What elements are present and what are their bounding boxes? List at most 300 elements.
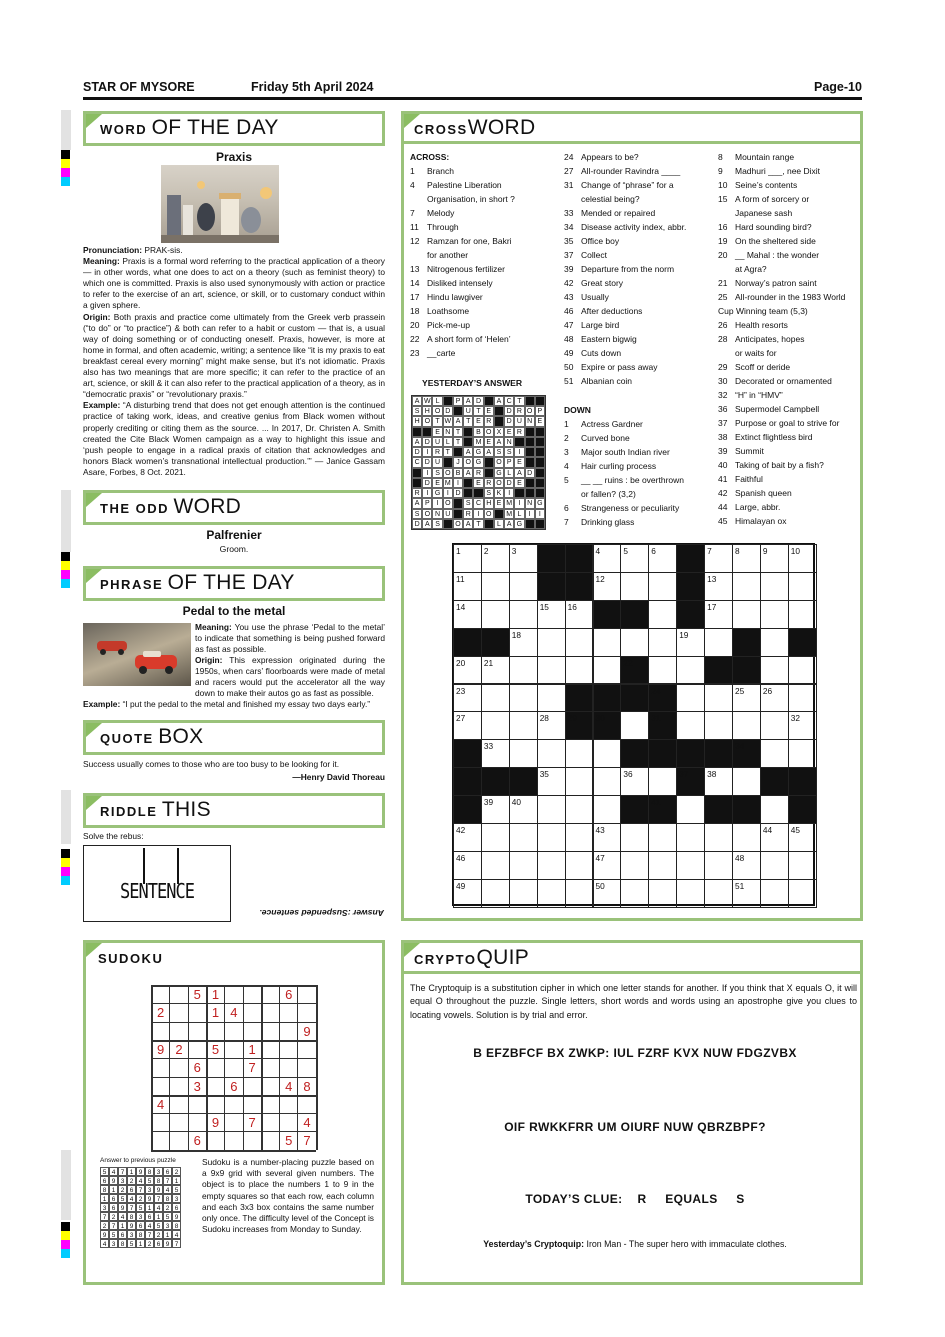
clue-number: 18 — [511, 629, 522, 640]
mini-cell: T — [473, 406, 483, 416]
mini-cell: E — [484, 437, 494, 447]
crossword-cell[interactable] — [788, 684, 817, 713]
mini-black-square — [484, 519, 494, 529]
sudoku-answer-cell: 6 — [136, 1221, 145, 1230]
crossword-cell[interactable] — [704, 823, 733, 852]
sudoku-cell[interactable] — [262, 1096, 279, 1113]
crossword-cell[interactable] — [481, 879, 510, 908]
sudoku-cell[interactable] — [207, 1132, 224, 1149]
crossword-cell[interactable] — [565, 851, 594, 880]
crossword-cell[interactable] — [509, 879, 538, 908]
crossword-cell[interactable] — [648, 879, 677, 908]
sudoku-cell[interactable] — [262, 1041, 279, 1058]
mini-black-square — [453, 498, 463, 508]
word-of-day-word: Praxis — [215, 150, 253, 164]
mini-cell: I — [525, 509, 535, 519]
black-square — [704, 795, 733, 824]
clue-item: 3 Major south Indian river — [564, 447, 670, 457]
sudoku-cell[interactable] — [225, 1096, 242, 1113]
sudoku-cell[interactable]: 7 — [248, 1060, 256, 1076]
crossword-cell[interactable] — [732, 572, 761, 601]
sudoku-cell[interactable] — [170, 1114, 187, 1131]
sudoku-cell[interactable] — [207, 1078, 224, 1095]
sudoku-answer-cell: 2 — [145, 1239, 154, 1248]
sudoku-cell[interactable]: 9 — [303, 1023, 311, 1039]
black-square — [453, 739, 482, 768]
mini-black-square — [525, 447, 535, 457]
mini-cell: U — [463, 406, 473, 416]
sudoku-cell[interactable]: 8 — [303, 1078, 311, 1094]
cryptoquip-title: CRYPTOQUIP — [414, 946, 530, 969]
sudoku-cell[interactable]: 2 — [175, 1041, 183, 1057]
sudoku-cell[interactable]: 9 — [157, 1041, 165, 1057]
black-square — [788, 628, 817, 657]
mini-cell: U — [432, 457, 442, 467]
sudoku-cell[interactable] — [280, 1041, 297, 1058]
black-square — [788, 767, 817, 796]
sudoku-answer-cell: 3 — [100, 1203, 109, 1212]
crossword-cell[interactable] — [676, 795, 705, 824]
crossword-cell[interactable] — [620, 572, 649, 601]
mini-cell: T — [432, 416, 442, 426]
clue-number: 35 — [539, 769, 549, 780]
crossword-cell[interactable] — [760, 572, 789, 601]
mini-cell: H — [412, 416, 422, 426]
crossword-cell[interactable] — [648, 656, 677, 685]
crossword-cell[interactable] — [760, 600, 789, 629]
clue-item: 15 A form of sorcery or — [718, 194, 810, 204]
crossword-cell[interactable] — [648, 600, 677, 629]
sudoku-cell[interactable] — [280, 1114, 297, 1131]
clue-item: Cup Winning team (5,3) — [718, 306, 808, 316]
sudoku-answer-cell: 8 — [100, 1185, 109, 1194]
mini-cell: T — [473, 519, 483, 529]
mini-cell: M — [443, 478, 453, 488]
crossword-cell[interactable] — [760, 656, 789, 685]
sudoku-cell[interactable] — [152, 1114, 169, 1131]
clue-number: 40 — [511, 797, 522, 808]
crossword-cell[interactable] — [537, 656, 566, 685]
sudoku-cell[interactable] — [280, 1023, 297, 1040]
mini-cell: A — [463, 447, 473, 457]
crossword-cell[interactable] — [593, 795, 622, 824]
crossword-cell[interactable] — [648, 823, 677, 852]
sudoku-cell[interactable] — [298, 1041, 315, 1058]
crossword-cell[interactable] — [704, 628, 733, 657]
cryptoquip-line-2: OIF RWKKFRR UM OIURF NUW QBRZBPF? — [504, 1120, 766, 1134]
sudoku-cell[interactable] — [152, 1059, 169, 1076]
black-square — [760, 767, 789, 796]
sudoku-cell[interactable] — [244, 1004, 261, 1021]
sudoku-cell[interactable]: 6 — [285, 987, 293, 1002]
crossword-cell[interactable] — [537, 684, 566, 713]
sudoku-cell[interactable] — [189, 1041, 206, 1058]
sudoku-cell[interactable] — [189, 1023, 206, 1040]
crossword-cell[interactable] — [565, 739, 594, 768]
mini-cell: C — [504, 396, 514, 406]
crossword-cell[interactable] — [788, 739, 817, 768]
sudoku-cell[interactable] — [262, 986, 279, 1003]
mini-cell: S — [484, 488, 494, 498]
crossword-cell[interactable] — [704, 711, 733, 740]
margin-strip — [61, 1150, 71, 1220]
sudoku-cell[interactable]: 6 — [193, 1133, 201, 1149]
crossword-cell[interactable] — [648, 851, 677, 880]
mini-cell: A — [412, 437, 422, 447]
crossword-cell[interactable] — [760, 711, 789, 740]
mini-cell: O — [443, 498, 453, 508]
crossword-cell[interactable] — [732, 600, 761, 629]
sudoku-answer-cell: 6 — [109, 1194, 118, 1203]
crossword-cell[interactable] — [676, 851, 705, 880]
clue-item: celestial being? — [581, 194, 640, 204]
black-square — [732, 656, 761, 685]
crossword-cell[interactable] — [593, 656, 622, 685]
crossword-cell[interactable] — [593, 628, 622, 657]
crossword-cell[interactable] — [481, 851, 510, 880]
sudoku-title: SUDOKU — [98, 951, 164, 966]
sudoku-cell[interactable] — [225, 1023, 242, 1040]
crossword-cell[interactable] — [704, 684, 733, 713]
sudoku-cell[interactable] — [280, 1004, 297, 1021]
crossword-cell[interactable] — [509, 823, 538, 852]
mini-black-square — [463, 427, 473, 437]
clue-number: 21 — [483, 657, 494, 668]
mini-cell: I — [473, 509, 483, 519]
sudoku-cell[interactable]: 4 — [303, 1115, 311, 1131]
sudoku-cell[interactable]: 4 — [285, 1078, 293, 1094]
clue-number: 39 — [483, 797, 494, 808]
clue-number: 3 — [511, 546, 517, 556]
sudoku-cell[interactable] — [262, 1004, 279, 1021]
crossword-cell[interactable] — [676, 823, 705, 852]
clue-number: 4 — [595, 546, 601, 556]
crossword-cell[interactable] — [481, 684, 510, 713]
clue-item: 5 __ __ ruins : be overthrown — [564, 475, 685, 485]
sudoku-answer-cell: 5 — [127, 1239, 136, 1248]
sudoku-cell[interactable] — [298, 1059, 315, 1076]
cmyk-mark — [61, 1222, 70, 1258]
clue-item: 7 Drinking glass — [564, 517, 635, 527]
crossword-cell[interactable] — [732, 823, 761, 852]
sudoku-cell[interactable]: 5 — [211, 1041, 220, 1057]
sudoku-cell[interactable]: 7 — [248, 1115, 256, 1131]
mini-cell: N — [525, 416, 535, 426]
crossword-cell[interactable] — [620, 628, 649, 657]
clue-item: or fallen? (3,2) — [581, 489, 636, 499]
sudoku-cell[interactable]: 7 — [303, 1133, 311, 1149]
sudoku-answer-cell: 2 — [154, 1230, 163, 1239]
sudoku-cell[interactable] — [225, 1132, 242, 1149]
mini-black-square — [443, 457, 453, 467]
mini-cell: W — [424, 398, 431, 405]
crossword-cell[interactable] — [509, 572, 538, 601]
mini-black-square — [463, 437, 473, 447]
sudoku-cell[interactable] — [262, 1114, 279, 1131]
clue-item: 33 Mended or repaired — [564, 208, 656, 218]
crossword-cell[interactable] — [732, 711, 761, 740]
crossword-cell[interactable] — [509, 600, 538, 629]
crossword-cell[interactable] — [648, 767, 677, 796]
mini-cell: E — [484, 406, 494, 416]
sudoku-cell[interactable] — [152, 1023, 169, 1040]
sudoku-cell[interactable] — [170, 1132, 187, 1149]
sudoku-cell[interactable]: 6 — [230, 1078, 238, 1094]
crossword-cell[interactable] — [565, 628, 594, 657]
crossword-cell[interactable] — [481, 823, 510, 852]
crossword-cell[interactable] — [537, 823, 566, 852]
clue-item: 40 Taking of bait by a fish? — [718, 460, 824, 470]
clue-number: 50 — [595, 880, 605, 891]
crossword-cell[interactable] — [760, 879, 789, 908]
sudoku-cell[interactable] — [280, 1059, 297, 1076]
mini-cell: R — [412, 488, 422, 498]
sudoku-answer-cell: 1 — [127, 1167, 136, 1176]
clue-item: 17 Hindu lawgiver — [410, 292, 483, 302]
crossword-cell[interactable] — [648, 572, 677, 601]
clue-item: 13 Nitrogenous fertilizer — [410, 264, 505, 274]
clue-item: 4 Palestine Liberation — [410, 180, 502, 190]
mini-cell: N — [525, 498, 535, 508]
crossword-cell[interactable] — [537, 739, 566, 768]
sudoku-description: Sudoku is a number-placing puzzle based on a 9x9 grid with several given numbers. The object is to place the numbers 1 to 9 in the empty squares so that each row, each column and each 3x3 box contains the same number only once. The difficulty level of the Concept is Sudoku increases from Monday to Sunday. — [202, 1157, 374, 1235]
mini-cell: U — [514, 416, 524, 426]
sudoku-cell[interactable]: 2 — [157, 1005, 165, 1021]
crossword-cell[interactable] — [704, 879, 733, 908]
mini-cell: O — [422, 416, 432, 426]
sudoku-cell[interactable] — [244, 986, 261, 1003]
mini-cell: I — [443, 488, 453, 498]
crossword-cell[interactable] — [732, 767, 761, 796]
mini-cell: A — [514, 468, 524, 478]
crossword-cell[interactable] — [565, 795, 594, 824]
sudoku-answer-cell: 3 — [136, 1212, 145, 1221]
mini-cell: R — [432, 447, 442, 457]
sudoku-answer-cell: 6 — [163, 1167, 172, 1176]
sudoku-answer-cell: 8 — [136, 1230, 145, 1239]
mini-cell: R — [484, 478, 494, 488]
sudoku-cell[interactable] — [244, 1078, 261, 1095]
crossword-cell[interactable] — [788, 879, 817, 908]
sudoku-cell[interactable] — [152, 1132, 169, 1149]
sudoku-cell[interactable] — [170, 1078, 187, 1095]
sudoku-cell[interactable]: 3 — [193, 1078, 201, 1094]
sudoku-answer-cell: 8 — [145, 1167, 154, 1176]
phrase-body: Origin: This expression originated during the 1950s, when cars’ floorboards were made of metal and racers would put the accelerator all the way down to make their autos go as fast as possible. Example: “I put the pedal to the metal and finished my essay two days early.” — [83, 655, 385, 710]
crossword-cell[interactable] — [760, 739, 789, 768]
clue-item: 50 Expire or pass away — [564, 362, 658, 372]
sudoku-cell[interactable] — [207, 1023, 224, 1040]
sudoku-answer-cell: 2 — [136, 1194, 145, 1203]
crossword-grid — [452, 543, 815, 906]
crossword-cell[interactable] — [565, 823, 594, 852]
sudoku-cell[interactable]: 1 — [211, 987, 220, 1002]
sudoku-cell[interactable]: 5 — [193, 987, 201, 1002]
mini-black-square — [535, 447, 545, 457]
sudoku-cell[interactable] — [298, 1004, 315, 1021]
crossword-cell[interactable] — [593, 739, 622, 768]
black-square — [620, 600, 649, 629]
black-square — [509, 767, 538, 796]
crossword-cell[interactable] — [481, 600, 510, 629]
sudoku-cell[interactable]: 1 — [248, 1041, 256, 1057]
clue-item: 6 Strangeness or peculiarity — [564, 503, 680, 513]
crossword-cell[interactable] — [537, 628, 566, 657]
black-square — [620, 795, 649, 824]
sudoku-cell[interactable] — [207, 1096, 224, 1113]
crossword-cell[interactable] — [481, 711, 510, 740]
sudoku-answer-cell: 3 — [109, 1239, 118, 1248]
sudoku-answer-cell: 7 — [127, 1203, 136, 1212]
sudoku-cell[interactable] — [189, 1096, 206, 1113]
mini-cell: A — [504, 519, 514, 529]
sudoku-cell[interactable] — [262, 1132, 279, 1149]
mini-cell: U — [432, 437, 442, 447]
sudoku-cell[interactable] — [152, 986, 169, 1003]
sudoku-cell[interactable] — [244, 1096, 261, 1113]
clue-item: 23 __carte — [410, 348, 456, 358]
crossword-cell[interactable] — [676, 656, 705, 685]
crossword-cell[interactable] — [537, 879, 566, 908]
crossword-cell[interactable] — [620, 711, 649, 740]
sudoku-cell[interactable] — [189, 1004, 206, 1021]
across-clues-cont — [564, 150, 714, 388]
sudoku-answer-cell: 4 — [154, 1203, 163, 1212]
sudoku-cell[interactable] — [280, 1096, 297, 1113]
crossword-cell[interactable] — [565, 879, 594, 908]
clue-item: 2 Curved bone — [564, 433, 630, 443]
sudoku-answer-cell: 8 — [127, 1212, 136, 1221]
sudoku-answer-cell: 6 — [118, 1230, 127, 1239]
sudoku-cell[interactable] — [189, 1114, 206, 1131]
mini-cell: O — [525, 406, 535, 416]
mini-black-square — [422, 427, 432, 437]
sudoku-cell[interactable] — [298, 986, 315, 1003]
crossword-cell[interactable] — [648, 628, 677, 657]
sudoku-cell[interactable] — [152, 1078, 169, 1095]
clue-number: 42 — [456, 825, 466, 835]
sudoku-answer-cell: 7 — [100, 1212, 109, 1221]
sudoku-answer-cell: 3 — [163, 1221, 172, 1230]
crossword-cell[interactable] — [509, 656, 538, 685]
sudoku-answer-cell: 1 — [109, 1185, 118, 1194]
clue-item: Organisation, in short ? — [427, 194, 515, 204]
sudoku-cell[interactable] — [170, 986, 187, 1003]
mini-cell: E — [514, 478, 524, 488]
rebus-word: SENTENCE — [120, 880, 194, 904]
crossword-cell[interactable] — [620, 823, 649, 852]
clue-number: 22 — [623, 657, 633, 668]
sudoku-cell[interactable] — [298, 1096, 315, 1113]
sudoku-answer-grid — [100, 1167, 181, 1248]
crossword-cell[interactable] — [788, 656, 817, 685]
sudoku-cell[interactable] — [170, 1023, 187, 1040]
crossword-cell[interactable] — [565, 767, 594, 796]
sudoku-cell[interactable] — [207, 1059, 224, 1076]
sudoku-cell[interactable]: 9 — [211, 1115, 220, 1131]
margin-strip — [61, 790, 71, 844]
sudoku-cell[interactable]: 6 — [193, 1060, 201, 1076]
mini-black-square — [412, 478, 422, 488]
crossword-cell[interactable] — [788, 600, 817, 629]
crossword-cell[interactable] — [788, 572, 817, 601]
sudoku-cell[interactable] — [262, 1023, 279, 1040]
clue-number: 11 — [456, 573, 465, 584]
clue-item: 31 Change of “phrase” for a — [564, 180, 674, 190]
cryptoquip-line-1: B EFZBFCF BX ZWKP: IUL FZRF KVX NUW FDGZVBX — [473, 1046, 797, 1060]
sudoku-cell[interactable] — [225, 1114, 242, 1131]
mini-cell: I — [422, 488, 432, 498]
clue-item: 45 Himalayan ox — [718, 516, 787, 526]
mini-black-square — [494, 406, 504, 416]
mini-cell: D — [422, 457, 432, 467]
sudoku-answer-cell: 4 — [163, 1185, 172, 1194]
sudoku-cell[interactable] — [170, 1059, 187, 1076]
clue-item: 38 Extinct flightless bird — [718, 432, 813, 442]
mini-cell: H — [422, 406, 432, 416]
sudoku-answer-cell: 6 — [172, 1203, 181, 1212]
crossword-cell[interactable] — [509, 739, 538, 768]
sudoku-cell[interactable] — [225, 986, 242, 1003]
across-clues: ACROSS: 1 Branch 4 Palestine Liberation Organisation, in short ? 7 Melody 11 Through 12 Ramzan for one, Bakri for another 13 Nitrogenous fertilizer 14 Disliked intensely 17 Hindu lawgiver 18 Loathsome 20 Pick-me-up 22 A short form of ‘Helen’ 23 __carte — [410, 150, 560, 360]
crossword-cell[interactable] — [620, 851, 649, 880]
riddle-answer: Answer :Suspended sentence. — [259, 908, 384, 918]
sudoku-cell[interactable] — [225, 1041, 242, 1058]
sudoku-answer-cell: 9 — [145, 1194, 154, 1203]
mini-cell: G — [473, 447, 483, 457]
mini-cell: P — [504, 457, 514, 467]
crossword-cell[interactable] — [760, 851, 789, 880]
crossword-cell[interactable] — [676, 684, 705, 713]
crossword-cell[interactable] — [788, 851, 817, 880]
clue-number: 30 — [595, 713, 605, 724]
crossword-cell[interactable] — [509, 711, 538, 740]
crossword-cell[interactable] — [704, 851, 733, 880]
crossword-cell[interactable] — [760, 795, 789, 824]
crossword-cell[interactable] — [565, 656, 594, 685]
sudoku-cell[interactable] — [262, 1059, 279, 1076]
sudoku-cell[interactable]: 4 — [157, 1096, 165, 1112]
sudoku-cell[interactable] — [170, 1096, 187, 1113]
black-square — [704, 656, 733, 685]
crossword-cell[interactable] — [509, 684, 538, 713]
crossword-cell[interactable] — [676, 711, 705, 740]
sudoku-cell[interactable] — [244, 1023, 261, 1040]
sudoku-cell[interactable]: 1 — [211, 1005, 220, 1021]
mini-cell: M — [473, 437, 483, 447]
crossword-cell[interactable] — [509, 851, 538, 880]
mini-cell: E — [473, 478, 483, 488]
sudoku-cell[interactable] — [225, 1059, 242, 1076]
sudoku-cell[interactable]: 5 — [285, 1133, 293, 1149]
crossword-cell[interactable] — [537, 851, 566, 880]
mini-black-square — [484, 396, 494, 406]
crossword-cell[interactable] — [537, 795, 566, 824]
sudoku-cell[interactable] — [262, 1078, 279, 1095]
pottery-photo — [161, 165, 279, 243]
sudoku-cell[interactable] — [170, 1004, 187, 1021]
crossword-cell[interactable] — [676, 879, 705, 908]
sudoku-cell[interactable]: 4 — [230, 1005, 238, 1021]
crossword-cell[interactable] — [760, 628, 789, 657]
sudoku-cell[interactable] — [244, 1132, 261, 1149]
clue-number: 1 — [456, 546, 461, 556]
mini-cell: I — [514, 447, 524, 457]
crossword-cell[interactable] — [593, 767, 622, 796]
crossword-cell[interactable] — [620, 879, 649, 908]
sudoku-answer-cell: 1 — [163, 1230, 172, 1239]
crossword-cell[interactable] — [481, 572, 510, 601]
